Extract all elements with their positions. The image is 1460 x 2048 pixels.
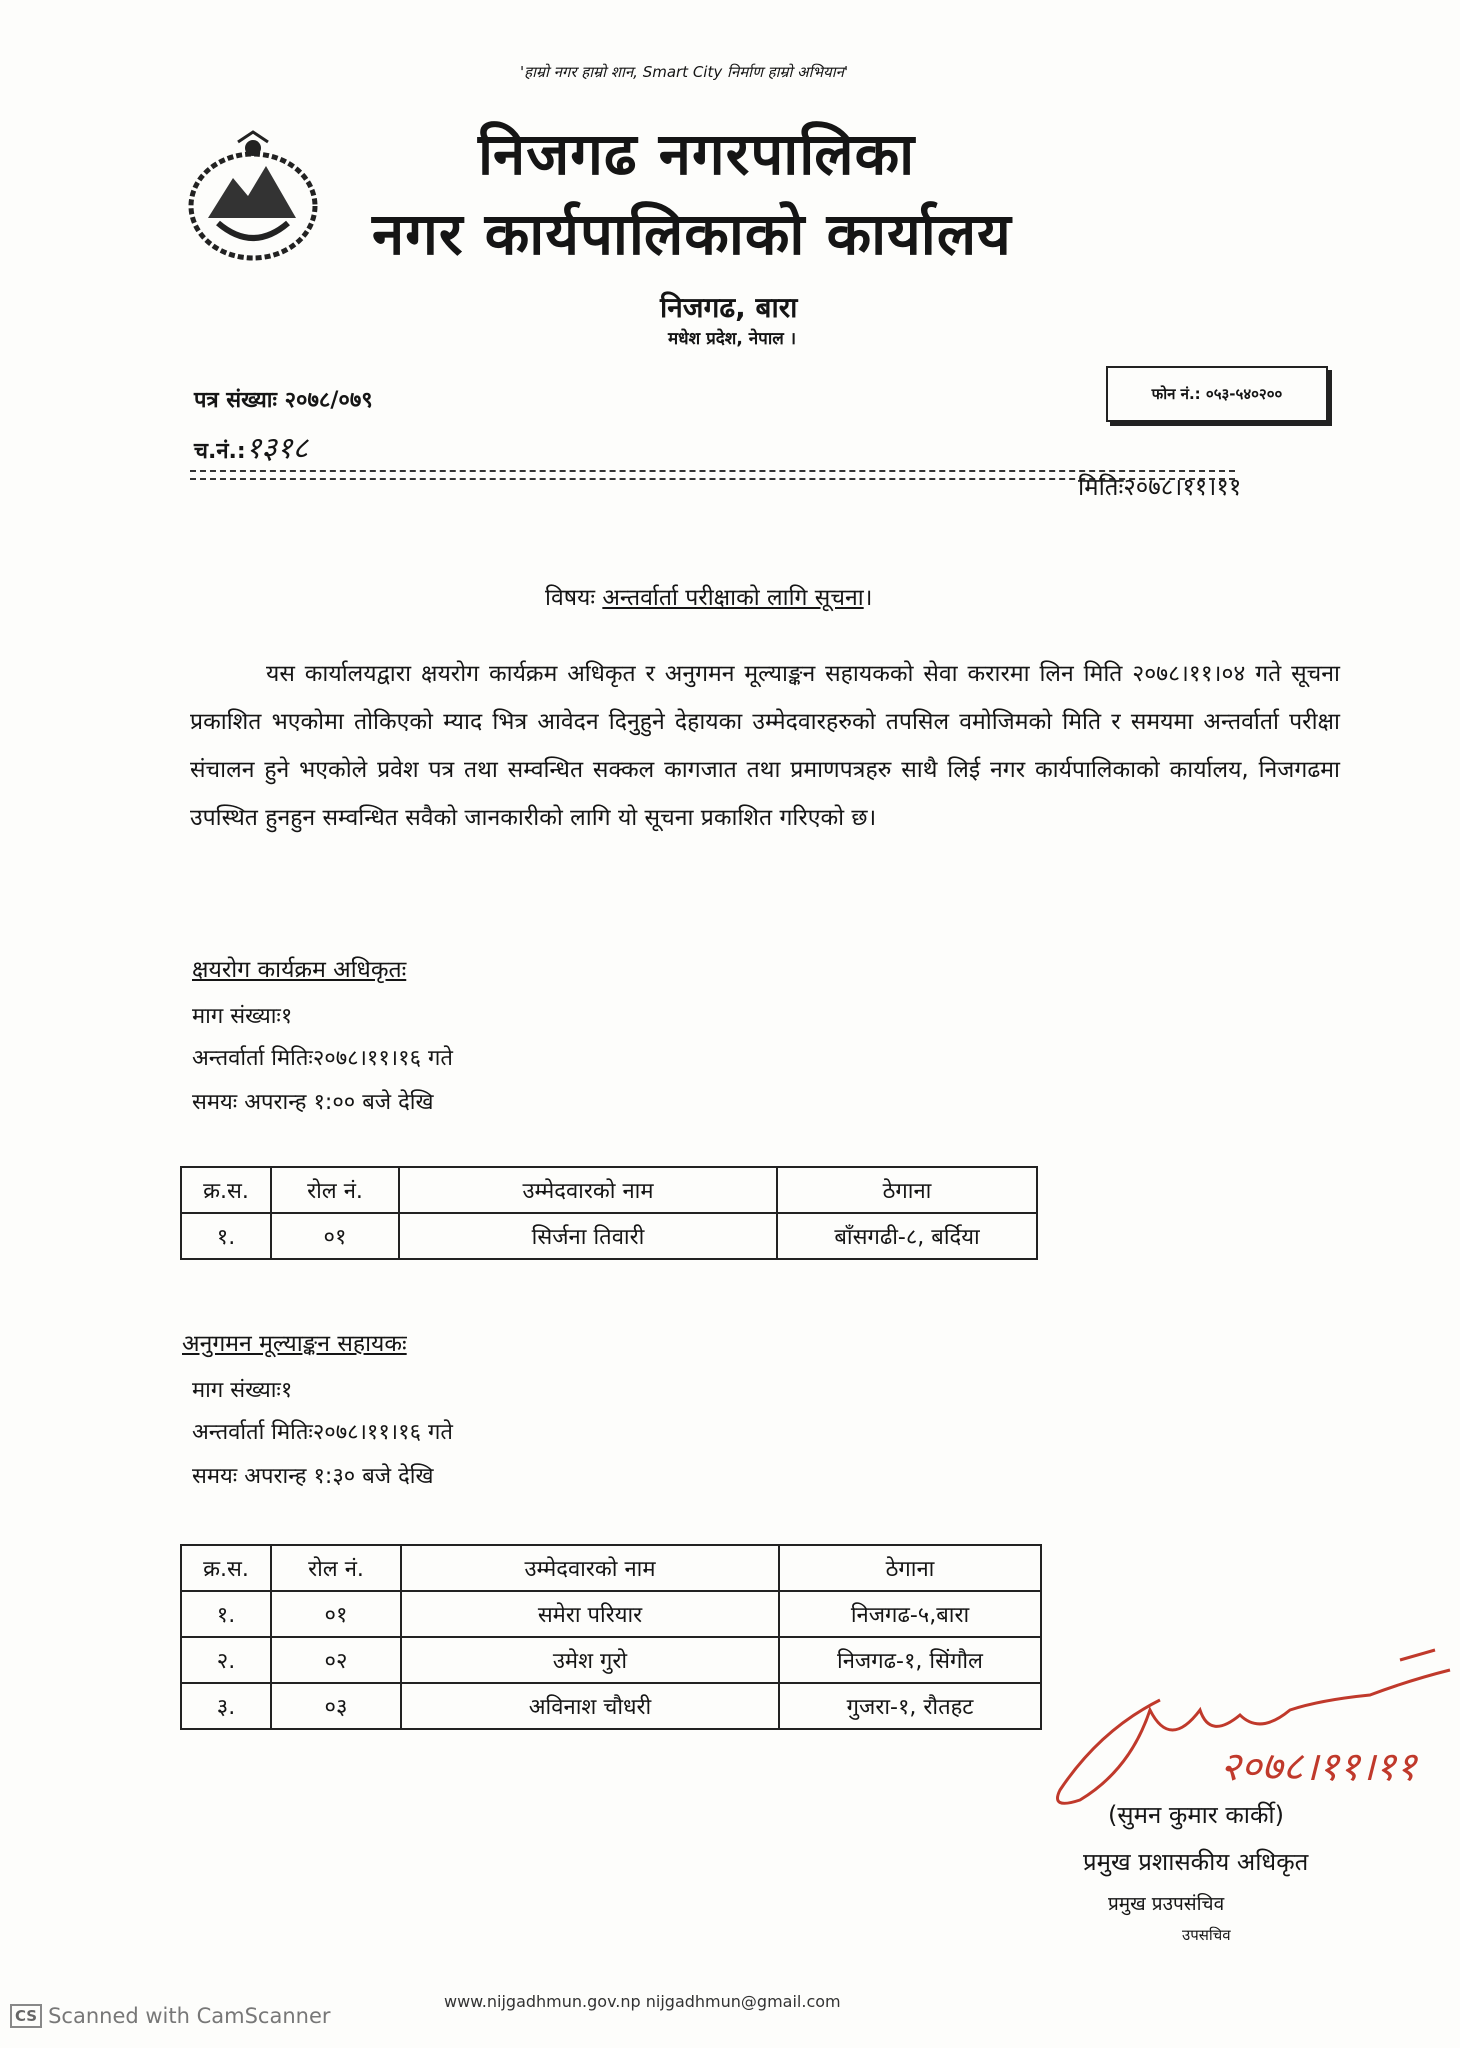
cell-address: निजगढ-५,बारा xyxy=(779,1591,1041,1637)
cell-name: सिर्जना तिवारी xyxy=(399,1213,777,1259)
signatory-name: (सुमन कुमार कार्की) xyxy=(1108,1801,1284,1829)
col-address: ठेगाना xyxy=(779,1545,1041,1591)
cell-roll: ०२ xyxy=(271,1637,401,1683)
col-roll: रोल नं. xyxy=(271,1545,401,1591)
col-sn: क्र.स. xyxy=(181,1167,271,1213)
notice-body: यस कार्यालयद्वारा क्षयरोग कार्यक्रम अधिकृत र अनुगमन मूल्याङ्कन सहायकको सेवा करारमा लिन मिति २०७८।११।०४ गते सूचना प्रकाशित भएकोमा तोकिएको म्याद भित्र आवेदन दिनुहुने देहायका उम्मेदवारहरुको तपसिल वमोजिमको मिति र समयमा अन्तर्वार्ता परीक्षा संचालन हुने भएकोले प्रवेश पत्र तथा सम्वन्धित सक्कल कागजात तथा प्रमाणपत्रहरु साथै लिई नगर कार्यपालिकाको कार्यालय, निजगढमा उपस्थित हुनहुन सम्वन्धित सवैको जानकारीको लागि यो सूचना प्रकाशित गरिएको छ। xyxy=(190,661,1340,831)
cell-roll: ०१ xyxy=(271,1591,401,1637)
phone-box xyxy=(1106,366,1328,422)
signature-date: २०७८।११।११ xyxy=(1220,1744,1417,1790)
cell-address: गुजरा-१, रौतहट xyxy=(779,1683,1041,1729)
section2-time: समयः अपरान्ह १:३० बजे देखि xyxy=(192,1464,434,1489)
col-address: ठेगाना xyxy=(777,1167,1037,1213)
stamp-title: प्रमुख प्रउपसंचिव xyxy=(1108,1893,1225,1915)
stamp-subtitle: उपसचिव xyxy=(1182,1926,1231,1944)
subject-line xyxy=(545,580,872,612)
nepal-emblem-icon xyxy=(178,128,328,268)
signatory-title: प्रमुख प्रशासकीय अधिकृत xyxy=(1083,1848,1309,1876)
section2-date: अन्तर्वार्ता मितिः२०७८।११।१६ गते xyxy=(192,1420,453,1445)
section2-heading: अनुगमन मूल्याङ्कन सहायकः xyxy=(182,1331,407,1357)
col-name: उम्मेदवारको नाम xyxy=(399,1167,777,1213)
cell-name: उमेश गुरो xyxy=(401,1637,779,1683)
cell-address: बाँसगढी-८, बर्दिया xyxy=(777,1213,1037,1259)
camscanner-icon: CS xyxy=(10,2004,42,2028)
section1-demand: माग संख्याः१ xyxy=(192,1004,293,1029)
cell-sn: ३. xyxy=(181,1683,271,1729)
office-address-line1: निजगढ, बारा xyxy=(660,291,798,324)
table-row xyxy=(181,1637,1041,1683)
camscanner-watermark xyxy=(10,2004,331,2028)
section1-heading: क्षयरोग कार्यक्रम अधिकृतः xyxy=(192,957,407,983)
camscanner-text: Scanned with CamScanner xyxy=(48,2004,331,2028)
subject-end: । xyxy=(863,585,873,611)
cell-name: समेरा परियार xyxy=(401,1591,779,1637)
dispatch-value: १३१८ xyxy=(245,431,309,466)
cell-sn: १. xyxy=(181,1591,271,1637)
table-header-row xyxy=(181,1167,1037,1213)
dispatch-number xyxy=(194,426,308,467)
table-row xyxy=(181,1591,1041,1637)
office-address-line2: मधेश प्रदेश, नेपाल । xyxy=(668,329,797,349)
dispatch-label: च.नं.: xyxy=(194,439,246,464)
cell-roll: ०३ xyxy=(271,1683,401,1729)
section2-demand: माग संख्याः१ xyxy=(192,1378,293,1403)
section1-table xyxy=(180,1166,1038,1260)
section2-table xyxy=(180,1544,1042,1730)
letter-number: पत्र संख्याः २०७८/०७९ xyxy=(194,388,373,413)
section1-time: समयः अपरान्ह १:०० बजे देखि xyxy=(192,1090,434,1115)
cell-address: निजगढ-१, सिंगौल xyxy=(779,1637,1041,1683)
cell-sn: १. xyxy=(181,1213,271,1259)
office-title-line1: निजगढ नगरपालिका xyxy=(478,120,916,188)
table-row xyxy=(181,1683,1041,1729)
table-header-row xyxy=(181,1545,1041,1591)
table-row xyxy=(181,1213,1037,1259)
col-sn: क्र.स. xyxy=(181,1545,271,1591)
footer-contact: www.nijgadhmun.gov.np nijgadhmun@gmail.com xyxy=(444,1992,841,2011)
letter-date: मितिः२०७८।११।११ xyxy=(1078,473,1242,501)
subject-text: अन्तर्वार्ता परीक्षाको लागि सूचना xyxy=(602,585,864,611)
phone-number: फोन नं.: ०५३-५४०२०० xyxy=(1151,385,1283,403)
slogan: 'हाम्रो नगर हाम्रो शान, Smart City निर्माण हाम्रो अभियान' xyxy=(520,63,849,81)
col-roll: रोल नं. xyxy=(271,1167,399,1213)
section1-date: अन्तर्वार्ता मितिः२०७८।११।१६ गते xyxy=(192,1046,453,1071)
subject-label: विषयः xyxy=(545,585,603,611)
office-title-line2: नगर कार्यपालिकाको कार्यालय xyxy=(372,200,1012,268)
cell-sn: २. xyxy=(181,1637,271,1683)
col-name: उम्मेदवारको नाम xyxy=(401,1545,779,1591)
cell-roll: ०१ xyxy=(271,1213,399,1259)
cell-name: अविनाश चौधरी xyxy=(401,1683,779,1729)
